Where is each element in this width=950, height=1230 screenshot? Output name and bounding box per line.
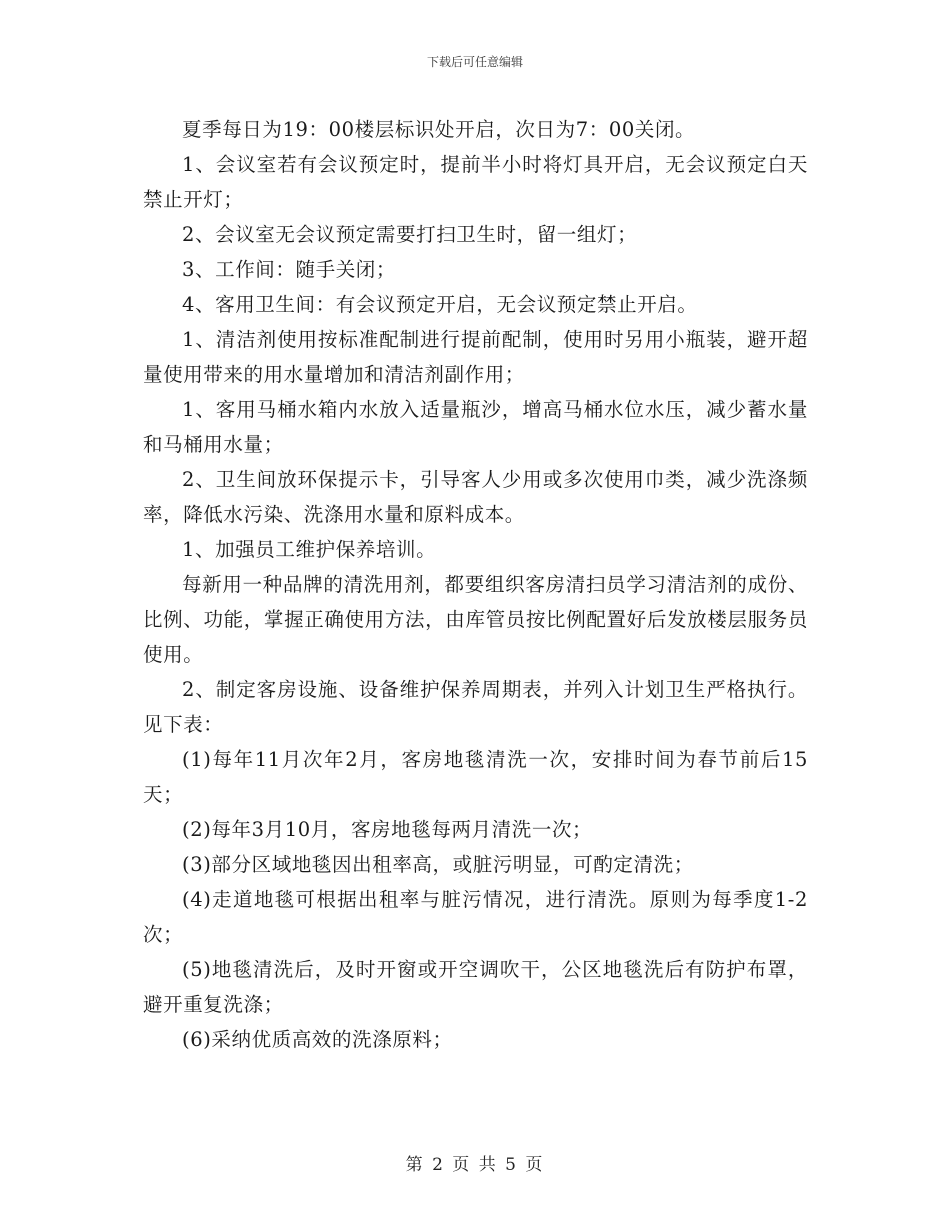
paragraph: (6)采纳优质高效的洗涤原料； <box>182 1028 453 1051</box>
paragraph: 4、客用卫生间：有会议预定开启，无会议预定禁止开启。 <box>182 293 698 316</box>
paragraph: 1、清洁剂使用按标准配制进行提前配制，使用时另用小瓶装，避开超量使用带来的用水量增加和清洁剂副作用； <box>143 328 808 386</box>
paragraph: (4)走道地毯可根据出租率与脏污情况，进行清洗。原则为每季度1-2次； <box>143 888 808 946</box>
page-header-note: 下载后可任意编辑 <box>426 55 523 69</box>
paragraph: (5)地毯清洗后，及时开窗或开空调吹干，公区地毯洗后有防护布罩，避开重复洗涤； <box>143 958 808 1016</box>
page-number: 第 2 页 共 5 页 <box>405 1155 545 1175</box>
paragraph: 1、会议室若有会议预定时，提前半小时将灯具开启，无会议预定白天禁止开灯； <box>143 153 808 211</box>
paragraph: 每新用一种品牌的清洗用剂，都要组织客房清扫员学习清洁剂的成份、比例、功能，掌握正确使用方法，由库管员按比例配置好后发放楼层服务员使用。 <box>143 573 808 666</box>
paragraph: 1、客用马桶水箱内水放入适量瓶沙，增高马桶水位水压，减少蓄水量和马桶用水量； <box>143 398 808 456</box>
paragraph: 2、卫生间放环保提示卡，引导客人少用或多次使用巾类，减少洗涤频率，降低水污染、洗涤用水量和原料成本。 <box>143 468 808 526</box>
paragraph: (2)每年3月10月，客房地毯每两月清洗一次； <box>182 818 593 841</box>
paragraph: 2、制定客房设施、设备维护保养周期表，并列入计划卫生严格执行。见下表： <box>143 678 808 736</box>
paragraph: (1)每年11月次年2月，客房地毯清洗一次，安排时间为春节前后15天； <box>143 748 808 806</box>
document-body <box>143 112 808 1057</box>
paragraph: 3、工作间：随手关闭； <box>182 258 397 281</box>
paragraph: 夏季每日为19：00楼层标识处开启，次日为7：00关闭。 <box>182 118 696 141</box>
paragraph: 1、加强员工维护保养培训。 <box>182 538 437 561</box>
paragraph: 2、会议室无会议预定需要打扫卫生时，留一组灯； <box>182 223 638 246</box>
paragraph: (3)部分区域地毯因出租率高，或脏污明显，可酌定清洗； <box>182 853 694 876</box>
